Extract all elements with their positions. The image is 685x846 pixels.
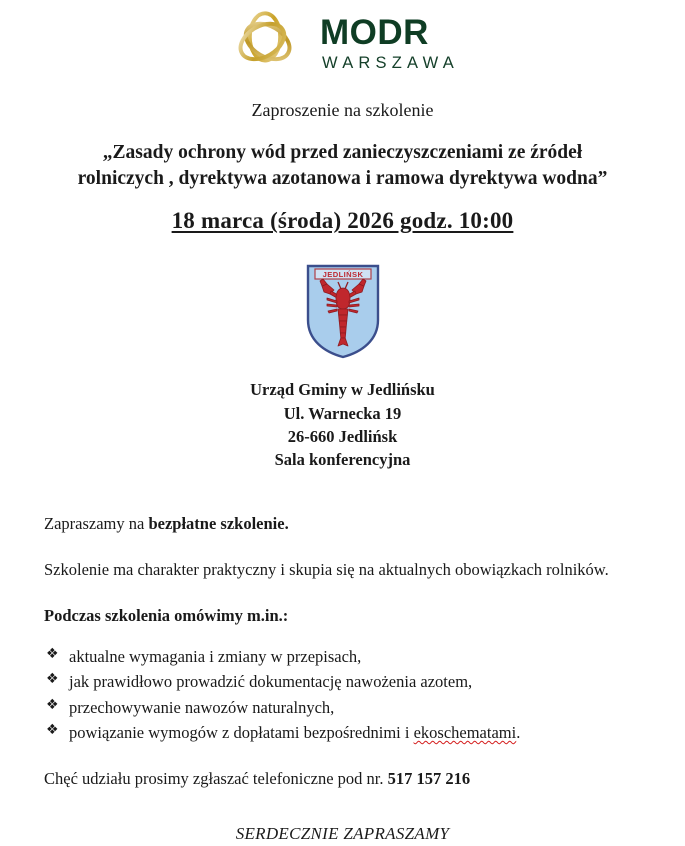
practical-paragraph: Szkolenie ma charakter praktyczny i skupia się na aktualnych obowiązkach rolników. — [44, 560, 609, 580]
list-item-label: aktualne wymagania i zmiany w przepisach, — [69, 647, 362, 667]
modr-logo — [0, 0, 685, 78]
list-item — [44, 669, 641, 694]
diamond-bullet-icon: ❖ — [46, 721, 59, 738]
list-item-label: jak prawidłowo prowadzić dokumentację nawożenia azotem, — [69, 672, 473, 692]
diamond-bullet-icon: ❖ — [46, 671, 59, 688]
contact-line — [44, 768, 641, 790]
diamond-bullet-icon: ❖ — [46, 696, 59, 713]
venue-name: Urząd Gminy w Jedlińsku — [250, 380, 435, 400]
spellcheck-flagged-word: ekoschematami — [413, 722, 517, 742]
crest-banner-text: JEDLIŃSK — [322, 270, 363, 280]
list-item — [44, 644, 641, 669]
list-item-label — [69, 723, 520, 742]
agenda-heading: Podczas szkolenia omówimy m.in.: — [44, 606, 289, 626]
contact-prefix: Chęć udziału prosimy zgłaszać telefoniczne pod nr. — [44, 769, 388, 789]
crest-container — [0, 262, 685, 360]
jedlinsk-coat-of-arms-icon — [304, 262, 382, 360]
venue-address — [0, 378, 685, 472]
venue-street: Ul. Warnecka 19 — [283, 403, 402, 423]
body-copy — [44, 513, 641, 845]
list-item-label-prefix: powiązanie wymogów z dopłatami bezpośrednimi i — [69, 722, 414, 742]
list-item-label-suffix: . — [516, 722, 521, 742]
free-training-prefix: Zapraszamy na — [44, 513, 149, 533]
venue-room: Sala konferencyjna — [274, 450, 411, 470]
agenda-list — [44, 644, 641, 745]
contact-phone-number: 517 157 216 — [387, 769, 471, 789]
training-title — [34, 140, 651, 193]
list-item — [44, 695, 641, 720]
list-item — [44, 720, 641, 745]
invitation-subtitle: Zaproszenie na szkolenie — [251, 100, 434, 120]
closing-line: SERDECZNIE ZAPRASZAMY — [235, 824, 450, 844]
list-item-label: przechowywanie nawozów naturalnych, — [69, 697, 335, 717]
event-date: 18 marca (środa) 2026 godz. 10:00 — [171, 208, 514, 234]
training-title-line-2: rolniczych , dyrektywa azotanowa i ramowa dyrektywa wodna” — [77, 167, 608, 189]
training-title-line-1: „Zasady ochrony wód przed zanieczyszczeniami ze źródeł — [102, 141, 583, 163]
logo-region-text: WARSZAWA — [322, 53, 459, 72]
free-training-emphasis: bezpłatne szkolenie. — [148, 513, 289, 533]
venue-postal-city: 26-660 Jedlińsk — [287, 427, 398, 447]
diamond-bullet-icon: ❖ — [46, 646, 59, 663]
triquetra-icon — [226, 8, 304, 78]
logo-wordmark — [320, 12, 459, 72]
logo-brand-text: MODR — [320, 12, 429, 52]
free-training-line — [44, 513, 641, 535]
